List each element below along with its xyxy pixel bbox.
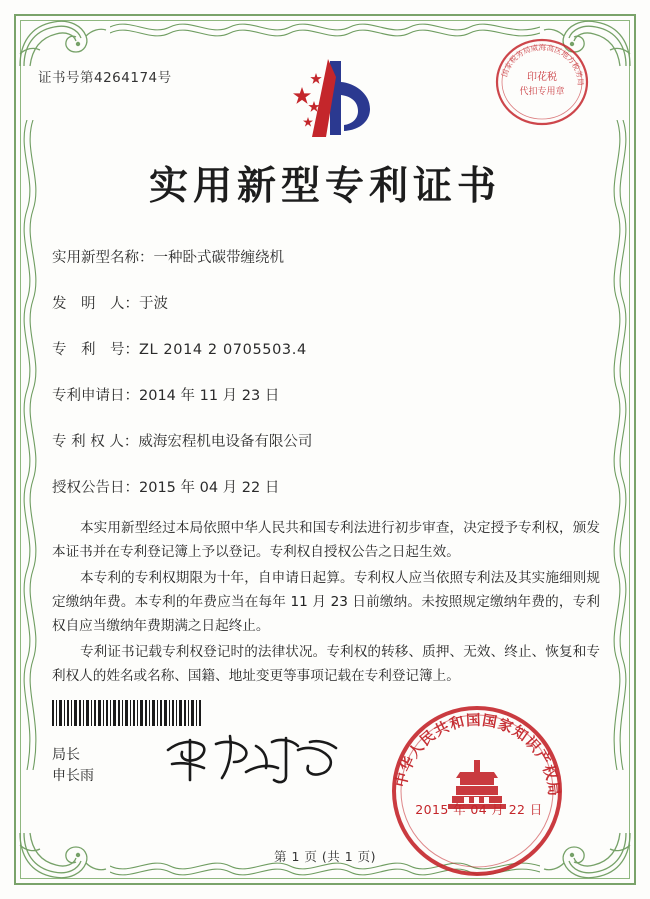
field-label: 实用新型名称 (52, 250, 139, 266)
field-grant-announcement-date (52, 476, 592, 497)
field-inventor (52, 292, 592, 313)
cnipa-logo-icon (272, 55, 382, 141)
field-patent-number (52, 338, 592, 359)
field-label: 专 利 号 (52, 342, 125, 358)
svg-text:代扣专用章: 代扣专用章 (519, 87, 565, 97)
svg-text:印花税: 印花税 (527, 72, 557, 83)
svg-text:中华人民共和国国家知识产权局: 中华人民共和国国家知识产权局 (393, 712, 562, 798)
body-paragraph: 专利证书记载专利权登记时的法律状况。专利权的转移、质押、无效、终止、恢复和专利权人的姓名或名称、国籍、地址变更等事项记载在专利登记簿上。 (52, 644, 600, 684)
border-flourish-left (14, 120, 40, 770)
field-list (52, 246, 592, 522)
commissioner-title: 局长 (52, 747, 80, 763)
field-value: ZL 2014 2 0705503.4 (139, 342, 307, 358)
corner-ornament-icon (16, 14, 108, 70)
certificate-number: 证书号第4264174号 (38, 70, 172, 86)
field-separator: ： (124, 388, 139, 404)
seal-date: 2015 年 04 月 22 日 (415, 802, 543, 817)
tax-stamp-seal (492, 32, 592, 132)
border-flourish-right (610, 120, 636, 770)
field-patentee (52, 430, 592, 451)
field-separator: ： (139, 250, 154, 266)
field-label: 授权公告日 (52, 480, 125, 496)
signature-block (52, 745, 94, 787)
field-value: 于波 (139, 296, 168, 312)
field-label: 专利申请日 (52, 388, 125, 404)
field-label: 专 利 权 人 (52, 434, 124, 450)
field-separator: ： (124, 296, 139, 312)
barcode (52, 700, 204, 726)
page-title: 实用新型专利证书 (148, 164, 501, 209)
field-label: 发 明 人 (52, 296, 125, 312)
commissioner-name: 申长雨 (52, 768, 94, 784)
field-value: 威海宏程机电设备有限公司 (138, 434, 313, 450)
body-paragraph: 本专利的专利权期限为十年，自申请日起算。专利权人应当依照专利法及其实施细则规定缴纳年费。本专利的年费应当在每年 11 月 23 日前缴纳。未按照规定缴纳年费的，专利权自应当缴纳年费期满之日起终止。 (52, 570, 600, 634)
field-separator: ： (123, 434, 139, 450)
field-application-date (52, 384, 592, 405)
field-separator: ： (124, 342, 139, 358)
field-utility-model-name (52, 246, 592, 267)
field-separator: ： (124, 480, 139, 496)
field-value: 2014 年 11 月 23 日 (139, 388, 280, 404)
svg-text:国家税务局威海高区地方税务局: 国家税务局威海高区地方税务局 (499, 42, 586, 86)
body-text (52, 516, 600, 690)
border-flourish-top (110, 14, 540, 40)
page-footer: 第 1 页 (共 1 页) (273, 849, 377, 864)
handwritten-signature-icon (160, 728, 350, 790)
field-value: 一种卧式碳带缠绕机 (153, 250, 284, 266)
body-paragraph: 本实用新型经过本局依照中华人民共和国专利法进行初步审查，决定授予专利权，颁发本证书并在专利登记簿上予以登记。专利权自授权公告之日起生效。 (52, 520, 600, 560)
field-value: 2015 年 04 月 22 日 (139, 480, 280, 496)
